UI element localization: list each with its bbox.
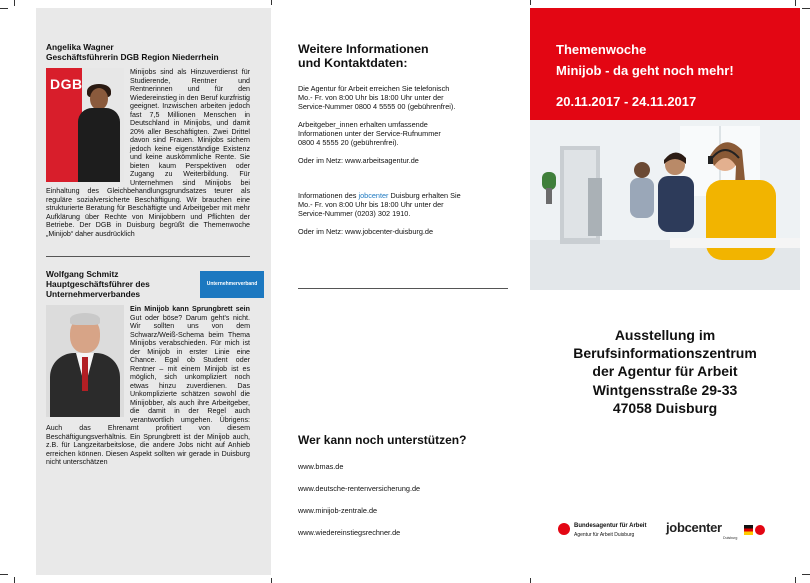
fold-mark	[530, 0, 531, 5]
link-wiedereinstiegsrechner: www.wiedereinstiegsrechner.de	[298, 528, 401, 537]
statements-panel	[36, 8, 271, 575]
crop-mark	[795, 577, 796, 583]
crop-mark	[795, 0, 796, 6]
author2-role-line2: Unternehmerverbandes	[46, 289, 141, 299]
section-divider	[298, 288, 508, 289]
author2-header	[46, 269, 258, 299]
jobcenter-logo-sub: Duisburg	[723, 536, 738, 540]
contact-heading	[298, 42, 508, 70]
text-line: 0800 4 5555 20 (gebührenfrei).	[298, 138, 399, 147]
duisburg-crest-icon	[744, 525, 753, 535]
bundesagentur-logo-name: Bundesagentur für Arbeit	[574, 523, 647, 529]
text-line: Informationen des	[298, 191, 359, 200]
link-minijob-zentrale: www.minijob-zentrale.de	[298, 506, 378, 515]
link-rentenversicherung: www.deutsche-rentenversicherung.de	[298, 484, 421, 493]
text-line: Informationen unter der Service-Rufnummer	[298, 129, 441, 138]
text-line: Duisburg erhalten Sie	[388, 191, 461, 200]
unternehmerverband-logo: Unternehmerverband	[200, 271, 264, 298]
fold-mark	[271, 0, 272, 5]
author2-statement	[46, 305, 250, 467]
contact-heading-line1: Weitere Informationen	[298, 42, 429, 56]
banner-title-line2: Minijob - da geht noch mehr!	[556, 63, 734, 78]
crop-mark	[802, 574, 810, 575]
section-divider	[46, 256, 250, 257]
fold-mark	[271, 578, 272, 583]
exhibition-line: der Agentur für Arbeit	[592, 363, 738, 380]
portrait-head	[90, 88, 108, 110]
portrait-tie	[82, 357, 88, 391]
text-line: Service-Nummer (0203) 302 1910.	[298, 209, 411, 218]
exhibition-info	[530, 326, 800, 417]
logo-bar	[530, 515, 800, 545]
fold-mark	[530, 578, 531, 583]
author2-lead: Ein Minijob kann Sprungbrett sein	[130, 305, 250, 313]
author2-text: Gut oder böse? Darum geht's nicht. Wir sollten uns von dem Schwarz/Weiß-Schema beim Thema Minijobs verabschieden. Für mich ist der Minijob in erster Linie eine Chance. Egal ob Student oder Rentner – mit einem Minijob ist es möglich, sich unkompliziert noch etwas hinzu zuverdienen. Das Unkomplizierte schätzen sowohl die Minijobber, als auch ihre Arbeitgeber, die damit in der Regel auch verantwortlich umgehen. Übrigens: Auch das Ehrenamt profitiert von diesem Beschäftigungsverhältnis. Ein Sprungbrett ist der Minijob auch, z.B. für Langzeitarbeitslose, die andere Jobs nicht auf Anhieb erreichen können. Diesen Aspekt sollten wir gerade in Duisburg nicht unterschätzen	[46, 313, 250, 466]
agentur-phone-info	[298, 84, 508, 111]
author1-text: Minijobs sind als Hinzuverdienst für Studierende, Rentner und Rentnerinnen und für den Wiedereinstieg in den Beruf kurzfristig geeignet. Inzwischen arbeiten jedoch fast 7,5 Millionen Menschen in Deutschland in Minijobs, und damit 20% aller Beschäftigten. Zwei Drittel davon sind Frauen. Minijobs sichern jedoch keine eigenständige Existenz und keine auskömmliche Rente. Sie bieten kaum Perspektiven oder Zugang zu Weiterbildung. Für Unternehmen sind Minijobs bei Einhaltung des Gleichbehandlungsgrundsatzes teurer als reguläre sozialversicherte Beschäftigung. Wir brauchen eine strukturierte Beratung für Beschäftigte und Arbeitgeber mit mehr Aufklärung über Rechte von Minijobbern und Pflichten der Betriebe. Der DGB in Duisburg begrüßt die Themenwoche „Minijob“ daher ausdrücklich	[46, 68, 250, 238]
exhibition-line: Ausstellung im	[614, 327, 716, 343]
call-center-illustration	[530, 120, 800, 290]
author2-photo	[46, 305, 124, 417]
author1-statement	[46, 68, 250, 238]
crop-mark	[0, 574, 8, 575]
dgb-logo: DGB	[50, 76, 83, 92]
link-bmas: www.bmas.de	[298, 462, 344, 471]
banner-title-line1: Themenwoche	[556, 42, 647, 57]
text-line: Arbeitgeber_innen erhalten umfassende	[298, 120, 428, 129]
author1-role: Geschäftsführerin DGB Region Niederrhein	[46, 52, 219, 62]
author1-photo	[46, 68, 124, 182]
employer-phone-info	[298, 120, 508, 147]
text-line: Die Agentur für Arbeit erreichen Sie telefonisch	[298, 84, 450, 93]
text-line: Service-Nummer 0800 4 5555 00 (gebührenfrei).	[298, 102, 456, 111]
text-line: Mo.- Fr. von 8:00 Uhr bis 18:00 Uhr unter der	[298, 93, 444, 102]
support-section	[298, 433, 508, 537]
crop-mark	[0, 8, 8, 9]
exhibition-city: 47058 Duisburg	[612, 399, 718, 416]
portrait-body	[78, 108, 120, 182]
author2-role-line1: Hauptgeschäftsführer des	[46, 279, 150, 289]
jobcenter-word: jobcenter	[358, 191, 389, 200]
jobcenter-phone-info	[298, 191, 508, 218]
arbeitsagentur-web: Oder im Netz: www.arbeitsagentur.de	[298, 156, 419, 165]
bundesagentur-mark-icon	[755, 525, 765, 535]
author2-name: Wolfgang Schmitz	[46, 269, 119, 279]
jobcenter-web: Oder im Netz: www.jobcenter-duisburg.de	[298, 227, 434, 236]
portrait-hair	[70, 313, 100, 325]
bundesagentur-logo-icon	[558, 523, 570, 535]
text-line: Mo.- Fr. von 8:00 Uhr bis 18:00 Uhr unter der	[298, 200, 444, 209]
bundesagentur-logo-sub: Agentur für Arbeit Duisburg	[574, 532, 635, 538]
contact-heading-line2: und Kontaktdaten:	[298, 56, 408, 70]
exhibition-line: Berufsinformationszentrum	[573, 345, 757, 362]
author1-name: Angelika Wagner	[46, 42, 114, 52]
event-banner	[530, 8, 800, 120]
crop-mark	[14, 0, 15, 6]
crop-mark	[14, 577, 15, 583]
jobcenter-logo: jobcenter	[666, 520, 722, 535]
contact-panel	[298, 8, 508, 236]
call-center-photo	[530, 120, 800, 290]
banner-dates: 20.11.2017 - 24.11.2017	[556, 94, 697, 109]
exhibition-address: Wintgensstraße 29-33	[592, 381, 738, 398]
support-heading: Wer kann noch unterstützen?	[298, 433, 467, 447]
crop-mark	[802, 8, 810, 9]
